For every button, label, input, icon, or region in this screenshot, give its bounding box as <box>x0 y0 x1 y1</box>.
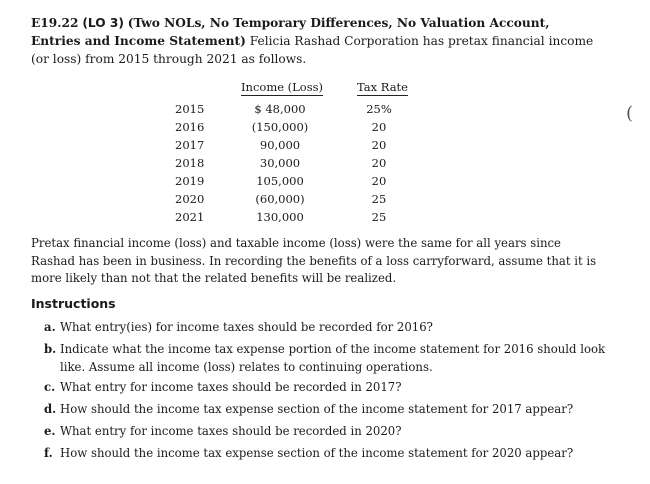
rate-cell: 20 <box>371 156 387 170</box>
instruction-text: Indicate what the income tax expense portion of the income statement for 2016 should look like. Assume all income (loss) relates to continuing operations. <box>60 342 606 374</box>
instruction-label: d. <box>44 402 57 416</box>
instruction-text: What entry(ies) for income taxes should be recorded for 2016? <box>60 320 433 334</box>
income-cell: 130,000 <box>256 210 304 224</box>
instruction-text: What entry for income taxes should be recorded in 2020? <box>60 424 402 438</box>
income-cell: 105,000 <box>256 174 304 188</box>
problem-text: Felicia Rashad Corporation has pretax financial income (or loss) from 2015 through 2021 as follows. <box>31 34 594 66</box>
year-cell: 2017 <box>175 138 205 152</box>
income-header: Income (Loss) <box>241 80 324 94</box>
instruction-label: c. <box>44 380 56 394</box>
rate-cell: 20 <box>371 138 387 152</box>
instruction-text: How should the income tax expense section of the income statement for 2020 appear? <box>60 446 574 460</box>
income-cell: 90,000 <box>259 138 301 152</box>
year-cell: 2016 <box>175 120 205 134</box>
instruction-item <box>44 340 608 376</box>
year-cell: 2021 <box>175 210 205 224</box>
instruction-item <box>44 422 604 440</box>
margin-parenthesis: ( <box>626 103 634 124</box>
instruction-label: f. <box>44 446 53 460</box>
income-cell: $ 48,000 <box>254 102 306 116</box>
instruction-item <box>44 444 604 462</box>
instruction-text: What entry for income taxes should be recorded in 2017? <box>60 380 402 394</box>
instructions-heading: Instructions <box>31 296 116 311</box>
year-cell: 2015 <box>175 102 205 116</box>
assumption-paragraph: Pretax financial income (loss) and taxable income (loss) were the same for all years since Rashad has been in business. In recording the benefits of a loss carryforward, assume that it is more likely than not that the related benefits will be realized. <box>31 236 597 286</box>
instruction-label: b. <box>44 342 57 356</box>
rate-cell: 20 <box>371 174 387 188</box>
instruction-label: e. <box>44 424 56 438</box>
year-cell: 2018 <box>175 156 205 170</box>
rate-header: Tax Rate <box>357 80 408 94</box>
instruction-text: How should the income tax expense section of the income statement for 2017 appear? <box>60 402 574 416</box>
instruction-item <box>44 378 604 396</box>
income-cell: (60,000) <box>255 192 305 206</box>
rate-cell: 20 <box>371 120 387 134</box>
instruction-item <box>44 400 604 418</box>
rate-cell: 25 <box>371 210 387 224</box>
year-cell: 2019 <box>175 174 205 188</box>
problem-statement <box>31 14 597 68</box>
instruction-item <box>44 318 604 336</box>
problem-title: (Two NOLs, No Temporary Differences, No Valuation Account, Entries and Income Statement) <box>31 16 550 48</box>
year-cell: 2020 <box>175 192 205 206</box>
rate-cell: 25% <box>366 102 392 116</box>
problem-code: E19.22 <box>31 16 79 30</box>
instruction-label: a. <box>44 320 56 334</box>
learning-objective: (LO 3) <box>82 16 124 30</box>
income-cell: (150,000) <box>251 120 309 134</box>
rate-cell: 25 <box>371 192 387 206</box>
income-cell: 30,000 <box>259 156 301 170</box>
